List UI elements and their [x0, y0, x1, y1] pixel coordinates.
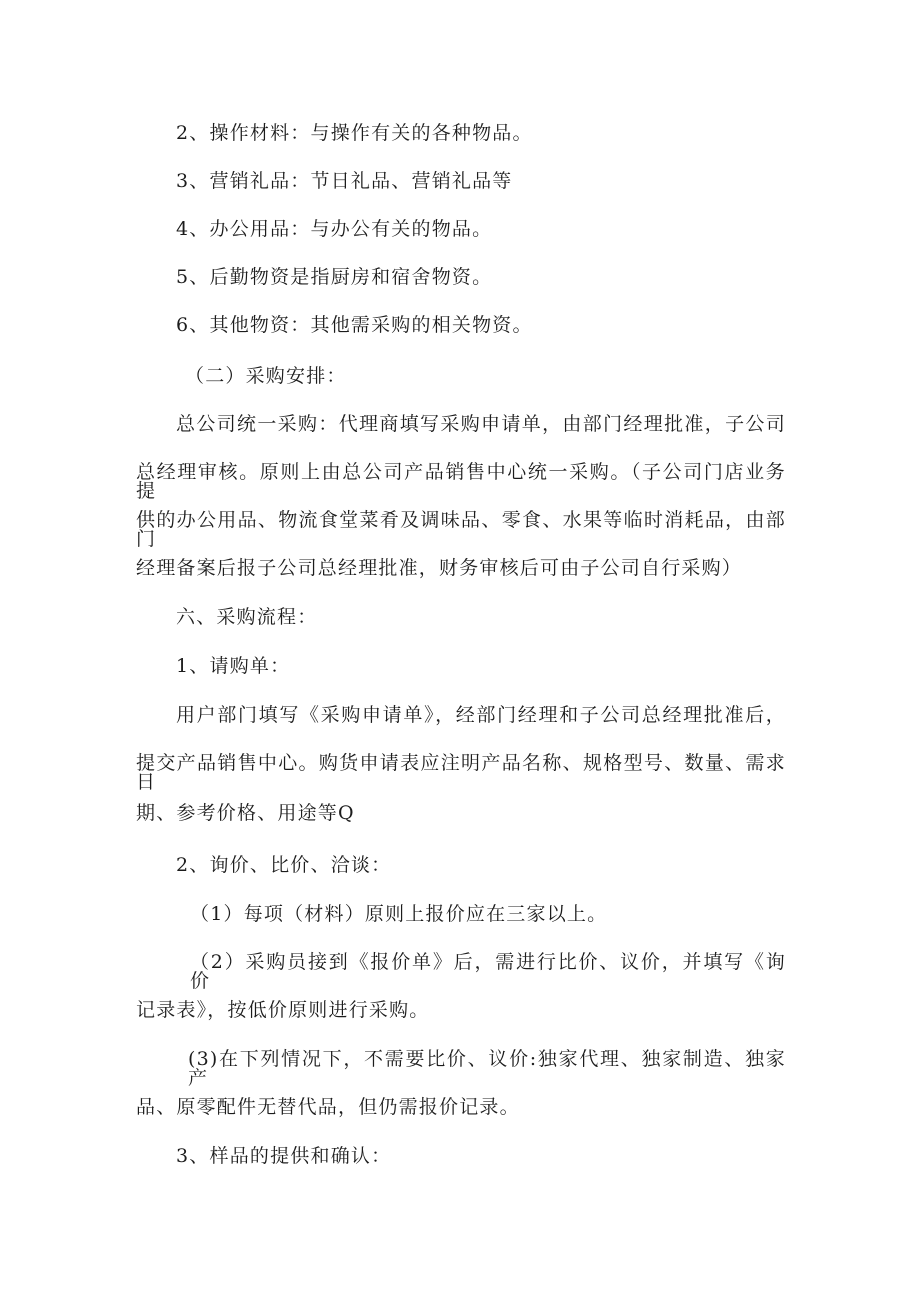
paragraph-line: 供的办公用品、物流食堂菜肴及调味品、零食、水果等临时消耗品，由部门 [136, 509, 786, 550]
paragraph-line: (3)在下列情况下，不需要比价、议价:独家代理、独家制造、独家产 [188, 1048, 786, 1089]
paragraph-line: 提交产品销售中心。购货申请表应注明产品名称、规格型号、数量、需求日 [136, 752, 786, 793]
list-item-quotes: （1）每项（材料）原则上报价应在三家以上。 [190, 903, 608, 925]
list-item-office-supplies: 4、办公用品：与办公有关的物品。 [176, 218, 493, 240]
subsection-heading-inquiry: 2、询价、比价、洽谈： [176, 854, 392, 876]
paragraph-line: 经理备案后报子公司总经理批准，财务审核后可由子公司自行采购） [136, 557, 743, 579]
list-item-other-materials: 6、其他物资：其他需采购的相关物资。 [176, 314, 533, 336]
paragraph-line: （2）采购员接到《报价单》后，需进行比价、议价，并填写《询价 [190, 951, 786, 992]
paragraph-line: 用户部门填写《采购申请单》，经部门经理和子公司总经理批准后， [176, 704, 786, 726]
paragraph-line: 总公司统一采购：代理商填写采购申请单，由部门经理批准，子公司 [176, 413, 786, 435]
paragraph-line: 记录表》，按低价原则进行采购。 [136, 999, 430, 1021]
paragraph-line: 品、原零配件无替代品，但仍需报价记录。 [136, 1096, 520, 1118]
list-item-marketing-gifts: 3、营销礼品：节日礼品、营销礼品等 [176, 170, 513, 192]
subsection-heading-requisition: 1、请购单： [176, 655, 291, 677]
section-heading-purchase-process: 六、采购流程： [176, 606, 318, 628]
subsection-heading-samples: 3、样品的提供和确认： [176, 1145, 392, 1167]
paragraph-line: 总经理审核。原则上由总公司产品销售中心统一采购。（子公司门店业务提 [136, 461, 786, 502]
list-item-logistics-materials: 5、后勤物资是指厨房和宿舍物资。 [176, 266, 493, 288]
section-heading-purchase-arrangement: （二）采购安排： [185, 365, 347, 387]
paragraph-line: 期、参考价格、用途等Q [136, 802, 355, 824]
list-item-operating-materials: 2、操作材料：与操作有关的各种物品。 [176, 122, 533, 144]
